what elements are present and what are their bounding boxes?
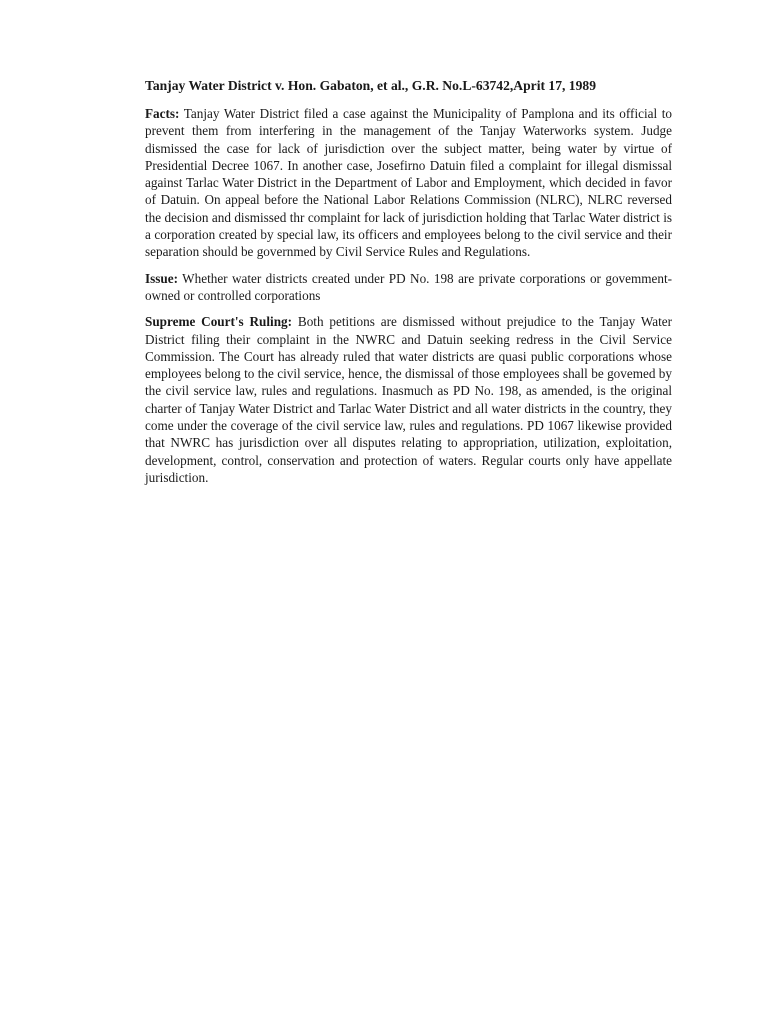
facts-paragraph (145, 105, 672, 261)
facts-text: Tanjay Water District filed a case against the Municipality of Pamplona and its official to prevent them from interfering in the management of the Tanjay Waterworks system. Judge dismissed the case for lack of jurisdiction over the subject matter, being water by virtue of Presidential Decree 1067. In another case, Josefirno Datuin filed a complaint for illegal dismissal against Tarlac Water District in the Department of Labor and Employment, which decided in favor of Datuin. On appeal before the National Labor Relations Commission (NLRC), NLRC reversed the decision and dismissed thr complaint for lack of jurisdiction holding that Tarlac Water district is a corporation created by special law, its officers and employees belong to the civil service and their separation should be governmed by Civil Service Rules and Regulations. (145, 106, 672, 260)
ruling-text: Both petitions are dismissed without prejudice to the Tanjay Water District filing their complaint in the NWRC and Datuin seeking redress in the Civil Service Commission. The Court has already ruled that water districts are quasi public corporations whose employees belong to the civil service, hence, the dismissal of those employees shall be govemed by the civil service law, rules and regulations. Inasmuch as PD No. 198, as amended, is the original charter of Tanjay Water District and Tarlac Water District and all water districts in the country, they come under the coverage of the civil service law, rules and regulations. PD 1067 likewise provided that NWRC has jurisdiction over all disputes relating to appropriation, utilization, exploitation, development, control, conservation and protection of waters. Regular courts only have appellate jurisdiction. (145, 314, 672, 485)
ruling-paragraph (145, 313, 672, 486)
case-title: Tanjay Water District v. Hon. Gabaton, et al., G.R. No.L-63742,Aprit 17, 1989 (145, 78, 596, 93)
issue-label: Issue: (145, 270, 178, 286)
ruling-label: Supreme Court's Ruling: (145, 314, 293, 330)
issue-text: Whether water districts created under PD No. 198 are private corporations or govemment-owned or controlled corporations (145, 270, 672, 303)
issue-paragraph (145, 270, 672, 305)
document-page (145, 77, 672, 495)
facts-label: Facts: (145, 106, 180, 121)
